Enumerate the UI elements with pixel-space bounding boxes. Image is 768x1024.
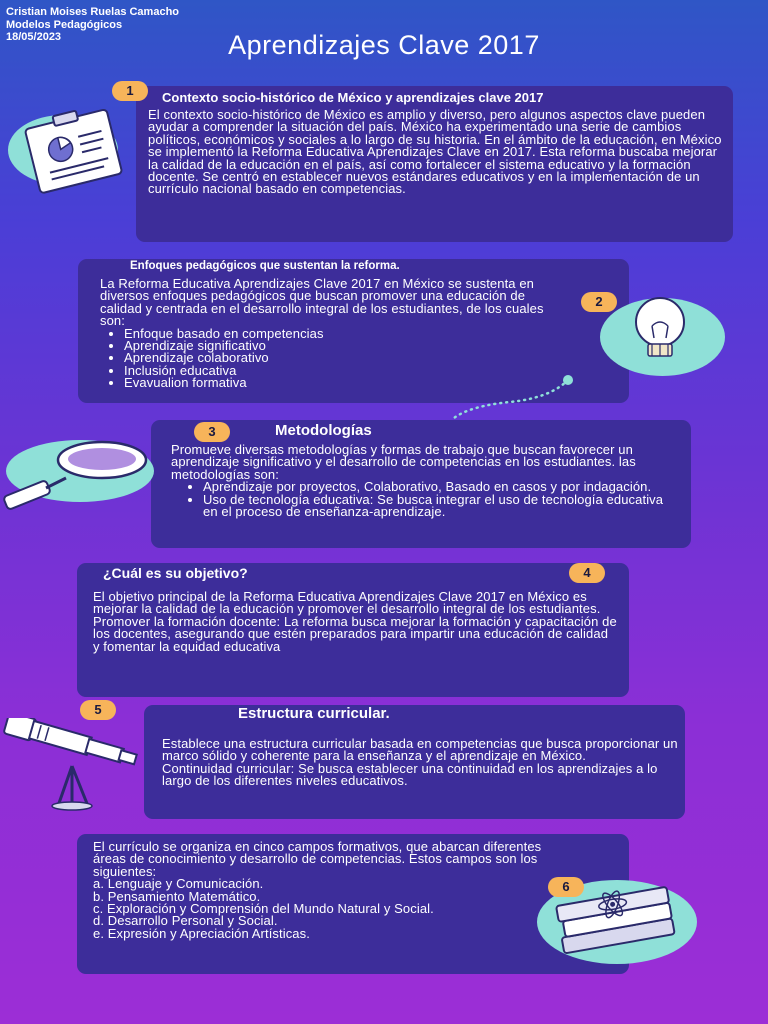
section-5-heading: Estructura curricular.	[238, 705, 390, 722]
section-4-card	[77, 563, 629, 697]
section-5-text-2: Continuidad curricular: Se busca establecer una continuidad en los aprendizajes a lo largo de los diferentes niveles educativos.	[162, 760, 658, 789]
campo-c: c. Exploración y Comprensión del Mundo Natural y Social.	[93, 901, 434, 917]
lightbulb-icon	[618, 292, 708, 367]
page-title: Aprendizajes Clave 2017	[228, 30, 540, 60]
author-name: Cristian Moises Ruelas Camacho	[6, 6, 180, 18]
dotted-connector	[440, 372, 580, 422]
section-1-heading: Contexto socio-histórico de México y aprendizajes clave 2017	[162, 90, 544, 105]
section-1-badge: 1	[112, 81, 148, 101]
section-4-text-2: Promover la formación docente: La reforma busca mejorar la formación y capacitación de los docentes, asegurando que estén preparados para impartir una educación de calidad y fomentar la equidad educativa	[93, 613, 617, 654]
course-name: Modelos Pedagógicos	[6, 18, 123, 31]
campo-a: a. Lenguaje y Comunicación.	[93, 876, 264, 892]
section-6-badge: 6	[548, 877, 584, 897]
clipboard-chart-icon	[10, 108, 140, 198]
section-5-body	[162, 738, 682, 788]
section-6-body	[93, 841, 553, 940]
list-item: • Aprendizaje colaborativo	[124, 352, 565, 364]
section-5-text-1: Establece una estructura curricular basada en competencias que busca proporcionar un marco sólido y coherente para la enseñanza y el aprendizaje en México.	[162, 736, 678, 764]
telescope-icon	[0, 718, 160, 812]
date: 18/05/2023	[6, 31, 62, 43]
section-3-body	[171, 444, 681, 518]
section-4-body	[93, 591, 618, 653]
section-5-card	[144, 705, 685, 819]
section-4-badge: 4	[569, 563, 605, 583]
section-4-heading: ¿Cuál es su objetivo?	[103, 565, 248, 581]
section-3-badge: 3	[194, 422, 230, 442]
section-2-intro: La Reforma Educativa Aprendizajes Clave 2017 en México se sustenta en diversos enfoques pedagógicos que buscan promover una educación de calidad y centrada en el desarrollo integral de los estudiantes, de los cuales son:	[100, 276, 544, 329]
section-2-heading: Enfoques pedagógicos que sustentan la reforma.	[130, 260, 400, 272]
list-item: • Uso de tecnología educativa: Se busca integrar el uso de tecnología educativa en el proceso de enseñanza-aprendizaje.	[203, 494, 681, 519]
list-item: • Aprendizaje significativo	[124, 340, 565, 352]
campo-e: e. Expresión y Apreciación Artísticas.	[93, 925, 310, 941]
section-3-intro: Promueve diversas metodologías y formas de trabajo que buscan favorecer un aprendizaje significativo y el desarrollo de competencias en los estudiantes. las metodologías son:	[171, 442, 636, 482]
section-1-card	[136, 86, 733, 242]
list-item: • Enfoque basado en competencias	[124, 328, 565, 340]
section-3-card	[151, 420, 691, 548]
list-item: • Aprendizaje por proyectos, Colaborativo, Basado en casos y por indagación.	[203, 481, 681, 493]
campo-d: d. Desarrollo Personal y Social.	[93, 913, 278, 929]
section-6-intro: El currículo se organiza en cinco campos formativos, que abarcan diferentes áreas de conocimiento y desarrollo de competencias. Estos campos son los siguientes:	[93, 839, 542, 879]
section-5-badge: 5	[80, 700, 116, 720]
section-4-text-1: El objetivo principal de la Reforma Educativa Aprendizajes Clave 2017 en México es mejorar la calidad de la educación y promover el desarrollo integral de los estudiantes.	[93, 589, 601, 617]
list-item: • Inclusión educativa	[124, 365, 565, 377]
magnifying-glass-icon	[0, 436, 165, 516]
campo-b: b. Pensamiento Matemático.	[93, 888, 261, 904]
section-3-list	[171, 481, 681, 518]
section-3-heading: Metodologías	[275, 422, 372, 439]
section-1-body: El contexto socio-histórico de México es amplio y diverso, pero algunos aspectos clave pueden ayudar a comprender la situación del país. México ha experimentado una serie de cambios políticos, económicos y sociales a lo largo de su historia. En el ámbito de la educación, en México se implementó la Reforma Educativa Aprendizajes Clave en 2017. Esta reforma buscaba mejorar la calidad de la educación en el país, así como fortalecer el sistema educativo y la formación docente. Se centró en establecer nuevos estándares educativos y en la implementación de un currículo nacional basado en competencias.	[148, 107, 722, 197]
section-2-badge: 2	[581, 292, 617, 312]
list-item: • Evavualion formativa	[124, 377, 565, 389]
